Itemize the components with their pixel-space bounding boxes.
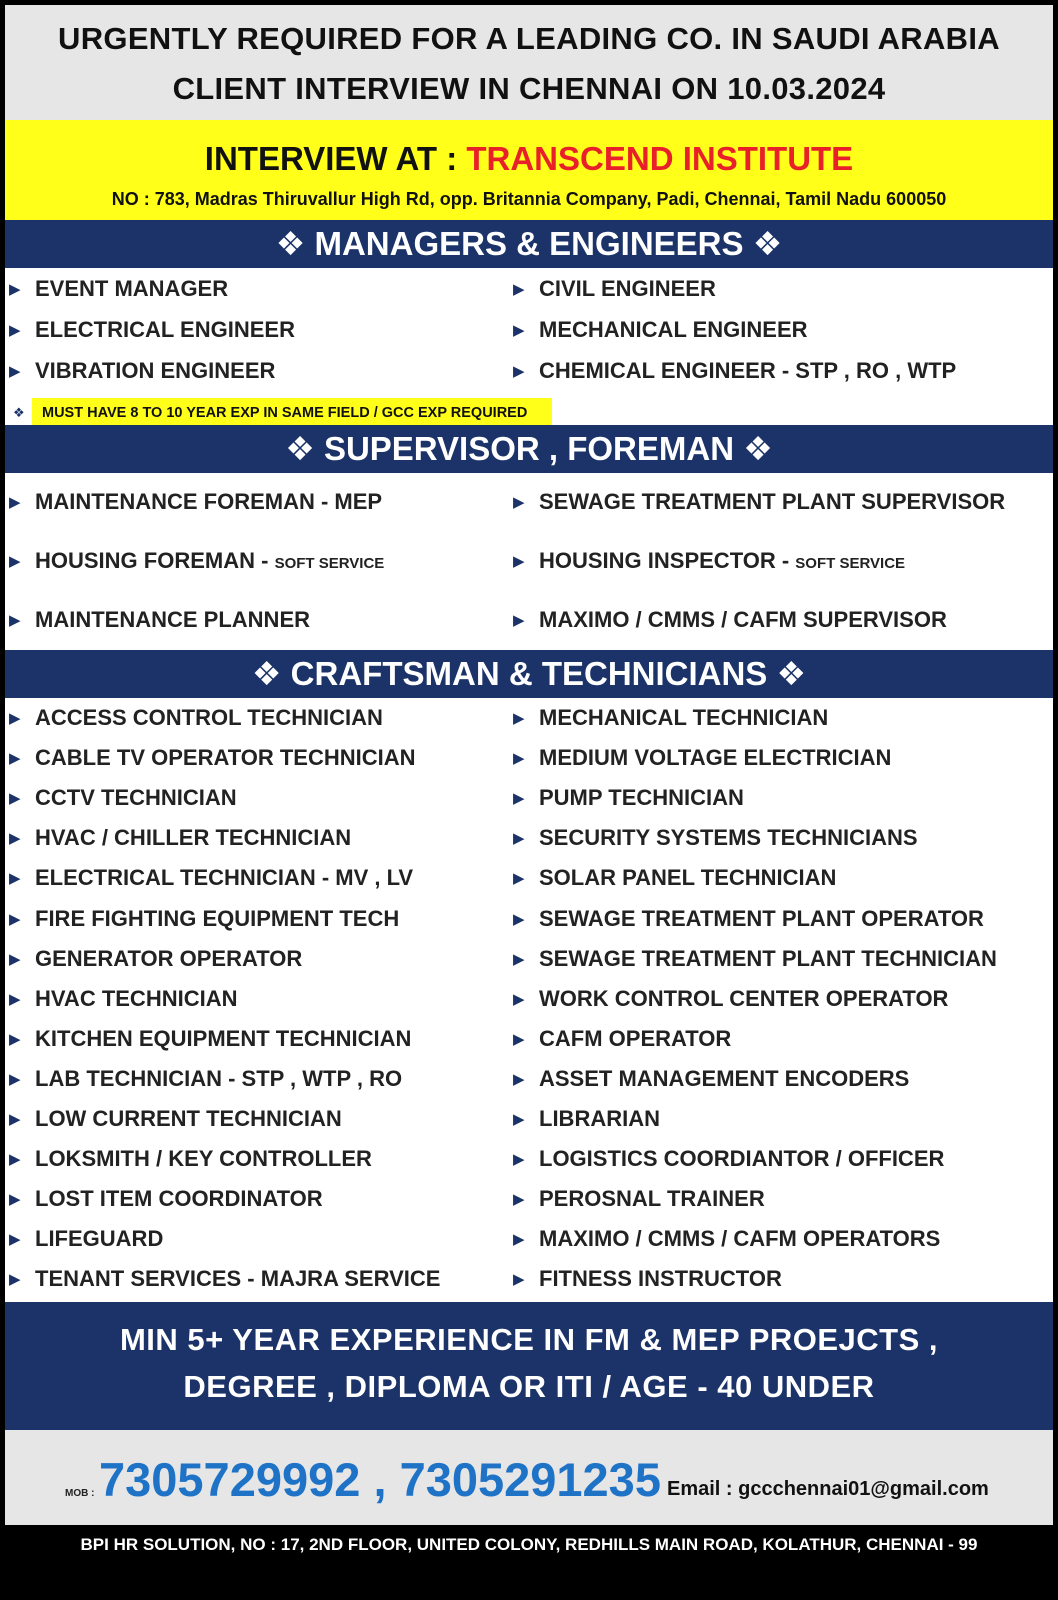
triangle-right-icon: ▶	[9, 870, 21, 888]
triangle-right-icon: ▶	[513, 322, 525, 339]
triangle-right-icon: ▶	[9, 322, 21, 339]
triangle-right-icon: ▶	[513, 1151, 525, 1169]
job-title-text: MAXIMO / CMMS / CAFM SUPERVISOR	[539, 607, 947, 632]
triangle-right-icon: ▶	[9, 281, 21, 298]
job-title-text: HOUSING INSPECTOR -	[539, 548, 796, 573]
job-title-text: TENANT SERVICES - MAJRA SERVICE	[35, 1266, 441, 1292]
job-title-text: WORK CONTROL CENTER OPERATOR	[539, 985, 949, 1011]
job-title-text: GENERATOR OPERATOR	[35, 945, 303, 971]
job-title-text: ELECTRICAL TECHNICIAN - MV , LV	[35, 865, 414, 891]
job-title-text: EVENT MANAGER	[35, 276, 229, 301]
job-title-text: MAINTENANCE FOREMAN - MEP	[35, 489, 383, 514]
job-title-item	[539, 1106, 660, 1132]
job-title-text: LOKSMITH / KEY CONTROLLER	[35, 1146, 372, 1172]
triangle-right-icon: ▶	[513, 710, 525, 727]
job-poster	[5, 5, 1053, 1595]
job-title-item	[35, 1106, 342, 1132]
triangle-right-icon: ▶	[9, 990, 21, 1008]
triangle-right-icon: ▶	[513, 363, 525, 380]
section-band-supervisor: ❖ SUPERVISOR , FOREMAN ❖	[5, 425, 1053, 473]
section-band-craftsman: ❖ CRAFTSMAN & TECHNICIANS ❖	[5, 650, 1053, 698]
job-title-item	[35, 607, 310, 633]
job-title-item	[35, 946, 302, 972]
job-title-item	[539, 986, 948, 1012]
job-title-item	[539, 358, 956, 384]
job-title-item	[539, 317, 808, 343]
triangle-right-icon: ▶	[513, 750, 525, 768]
triangle-right-icon: ▶	[9, 363, 21, 380]
triangle-right-icon: ▶	[513, 553, 525, 570]
requirements-line-2: DEGREE , DIPLOMA OR ITI / AGE - 40 UNDER	[183, 1369, 875, 1404]
job-title-text: LIBRARIAN	[539, 1106, 660, 1131]
job-title-item	[539, 1026, 731, 1052]
contact-section	[5, 1430, 1053, 1525]
job-title-item	[35, 1066, 402, 1092]
triangle-right-icon: ▶	[9, 553, 21, 570]
section-band-managers: ❖ MANAGERS & ENGINEERS ❖	[5, 220, 1053, 268]
phone-numbers[interactable]: 7305729992 , 7305291235	[99, 1453, 661, 1506]
job-title-text: CCTV TECHNICIAN	[35, 785, 237, 811]
triangle-right-icon: ▶	[513, 790, 525, 808]
job-title-item	[35, 745, 416, 771]
triangle-right-icon: ▶	[513, 830, 525, 848]
job-title-item	[539, 946, 997, 972]
job-title-item	[35, 276, 228, 302]
job-title-text: HOUSING FOREMAN -	[35, 548, 275, 573]
requirements-line-1: MIN 5+ YEAR EXPERIENCE IN FM & MEP PROEJCTS ,	[119, 1322, 939, 1357]
triangle-right-icon: ▶	[513, 1191, 525, 1209]
job-title-item	[35, 1026, 411, 1052]
job-title-text: CAFM OPERATOR	[539, 1025, 732, 1051]
triangle-right-icon: ▶	[9, 612, 21, 629]
job-title-text: CIVIL ENGINEER	[539, 276, 716, 301]
mob-label: MOB :	[65, 1488, 95, 1499]
triangle-right-icon: ▶	[513, 281, 525, 298]
triangle-right-icon: ▶	[9, 750, 21, 768]
job-title-text: ELECTRICAL ENGINEER	[35, 317, 295, 342]
job-title-text: ACCESS CONTROL TECHNICIAN	[35, 705, 383, 730]
triangle-right-icon: ▶	[513, 990, 525, 1008]
triangle-right-icon: ▶	[9, 710, 21, 727]
job-title-text: FITNESS INSTRUCTOR	[539, 1266, 782, 1292]
venue-title	[5, 140, 1053, 178]
job-title-text: MECHANICAL TECHNICIAN	[539, 705, 829, 730]
job-title-text: LOW CURRENT TECHNICIAN	[35, 1106, 342, 1131]
job-title-item	[35, 1186, 323, 1212]
experience-note: MUST HAVE 8 TO 10 YEAR EXP IN SAME FIELD / GCC EXP REQUIRED	[32, 398, 552, 428]
triangle-right-icon: ▶	[9, 1030, 21, 1048]
job-title-item	[539, 705, 828, 731]
triangle-right-icon: ▶	[513, 910, 525, 928]
job-title-item	[539, 745, 891, 771]
triangle-right-icon: ▶	[513, 1070, 525, 1088]
triangle-right-icon: ▶	[513, 1271, 525, 1289]
job-title-item	[539, 1226, 940, 1252]
triangle-right-icon: ▶	[9, 494, 21, 511]
job-title-sub: SOFT SERVICE	[274, 555, 385, 572]
venue-address: NO : 783, Madras Thiruvallur High Rd, opp. Britannia Company, Padi, Chennai, Tamil Nadu 600050	[111, 189, 947, 209]
job-title-text: LOGISTICS COORDIANTOR / OFFICER	[539, 1146, 945, 1172]
triangle-right-icon: ▶	[9, 790, 21, 808]
job-title-item	[539, 548, 905, 574]
job-title-item	[539, 865, 836, 891]
job-title-text: ASSET MANAGEMENT ENCODERS	[539, 1065, 910, 1091]
job-title-item	[539, 276, 716, 302]
job-title-text: SEWAGE TREATMENT PLANT TECHNICIAN	[539, 945, 997, 971]
job-title-item	[539, 785, 744, 811]
job-title-text: SEWAGE TREATMENT PLANT SUPERVISOR	[539, 489, 1006, 514]
job-title-item	[35, 825, 351, 851]
job-title-text: VIBRATION ENGINEER	[35, 358, 276, 383]
venue-banner	[5, 120, 1053, 220]
job-title-text: KITCHEN EQUIPMENT TECHNICIAN	[35, 1025, 412, 1051]
venue-name: TRANSCEND INSTITUTE	[466, 140, 854, 177]
job-title-item	[539, 489, 1005, 515]
job-title-item	[35, 785, 237, 811]
job-title-item	[35, 1146, 372, 1172]
venue-label: INTERVIEW AT :	[204, 140, 467, 177]
job-title-text: LAB TECHNICIAN - STP , WTP , RO	[35, 1065, 403, 1091]
triangle-right-icon: ▶	[9, 1231, 21, 1249]
triangle-right-icon: ▶	[513, 494, 525, 511]
email-address[interactable]: Email : gccchennai01@gmail.com	[667, 1478, 989, 1500]
job-title-item	[539, 1186, 765, 1212]
job-title-text: CHEMICAL ENGINEER - STP , RO , WTP	[539, 358, 957, 383]
header-line-1: URGENTLY REQUIRED FOR A LEADING CO. IN SAUDI ARABIA	[58, 21, 1000, 56]
triangle-right-icon: ▶	[513, 870, 525, 888]
job-title-item	[35, 906, 399, 932]
job-title-text: MAINTENANCE PLANNER	[35, 607, 310, 632]
job-title-text: CABLE TV OPERATOR TECHNICIAN	[35, 745, 416, 771]
job-title-item	[35, 489, 382, 515]
triangle-right-icon: ▶	[513, 612, 525, 629]
job-title-item	[35, 358, 275, 384]
triangle-right-icon: ▶	[9, 830, 21, 848]
job-title-item	[35, 1226, 163, 1252]
job-title-text: PEROSNAL TRAINER	[539, 1186, 765, 1212]
triangle-right-icon: ▶	[9, 1271, 21, 1289]
job-title-item	[539, 1146, 944, 1172]
header-line-2: CLIENT INTERVIEW IN CHENNAI ON 10.03.2024	[172, 71, 886, 106]
triangle-right-icon: ▶	[9, 1151, 21, 1169]
triangle-right-icon: ▶	[9, 1191, 21, 1209]
triangle-right-icon: ▶	[513, 1231, 525, 1249]
triangle-right-icon: ▶	[9, 950, 21, 968]
job-title-item	[35, 705, 383, 731]
triangle-right-icon: ▶	[513, 1030, 525, 1048]
job-title-text: MEDIUM VOLTAGE ELECTRICIAN	[539, 745, 892, 771]
job-title-item	[539, 607, 947, 633]
job-title-item	[35, 548, 384, 574]
job-title-item	[35, 865, 413, 891]
triangle-right-icon: ▶	[9, 1111, 21, 1128]
job-title-item	[35, 986, 237, 1012]
triangle-right-icon: ▶	[513, 950, 525, 968]
job-title-text: SECURITY SYSTEMS TECHNICIANS	[539, 825, 918, 851]
job-title-text: HVAC TECHNICIAN	[35, 985, 238, 1011]
job-title-text: SEWAGE TREATMENT PLANT OPERATOR	[539, 905, 984, 931]
job-title-item	[35, 317, 295, 343]
job-title-text: FIRE FIGHTING EQUIPMENT TECH	[35, 905, 400, 931]
diamond-bullet-icon: ❖	[13, 405, 25, 420]
job-title-item	[539, 1266, 782, 1292]
job-title-item	[539, 1066, 909, 1092]
job-title-text: LIFEGUARD	[35, 1226, 164, 1252]
triangle-right-icon: ▶	[513, 1111, 525, 1128]
job-title-text: HVAC / CHILLER TECHNICIAN	[35, 825, 352, 851]
job-title-text: PUMP TECHNICIAN	[539, 785, 744, 811]
triangle-right-icon: ▶	[9, 1070, 21, 1088]
requirements-banner	[5, 1302, 1053, 1430]
job-title-text: LOST ITEM COORDINATOR	[35, 1186, 323, 1212]
job-title-item	[35, 1266, 440, 1292]
job-title-item	[539, 825, 918, 851]
job-title-text: MAXIMO / CMMS / CAFM OPERATORS	[539, 1226, 941, 1252]
job-title-text: SOLAR PANEL TECHNICIAN	[539, 865, 837, 891]
header	[5, 5, 1053, 120]
triangle-right-icon: ▶	[9, 910, 21, 928]
job-title-text: MECHANICAL ENGINEER	[539, 317, 808, 342]
footer-address: BPI HR SOLUTION, NO : 17, 2ND FLOOR, UNITED COLONY, REDHILLS MAIN ROAD, KOLATHUR, CHENNAI - 99	[80, 1535, 978, 1554]
job-title-sub: SOFT SERVICE	[795, 555, 906, 572]
job-title-item	[539, 906, 984, 932]
